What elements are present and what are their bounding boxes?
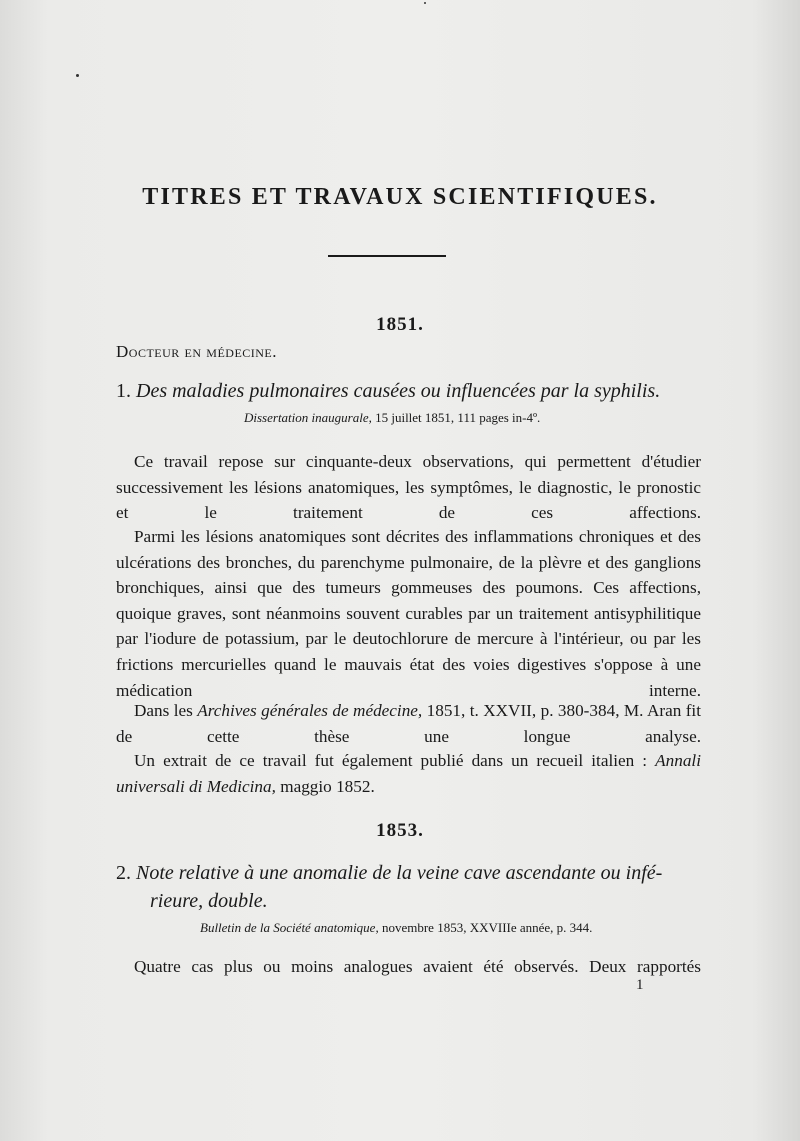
entry-2-body — [116, 954, 701, 980]
entry-number: 2. — [116, 862, 131, 884]
entry-number: 1. — [116, 380, 131, 402]
text-run: 1851, t. XXVII, p. 380-384, M. Aran fit de cette thèse une longue analyse. — [116, 701, 701, 746]
title-rule — [328, 255, 446, 257]
reference-label: Bulletin de la Société anatomique, — [200, 920, 379, 935]
entry-1-body — [116, 748, 701, 799]
paragraph: Ce travail repose sur cinquante-deux observations, qui permettent d'étudier successivement les lésions anatomiques, les symptômes, le diagnostic, le pronostic et le traitement de ces affections. — [116, 452, 701, 523]
entry-1-reference — [244, 410, 540, 426]
speck — [424, 2, 426, 4]
entry-1-body — [116, 449, 701, 526]
text-run: maggio 1852. — [275, 776, 375, 796]
section-year-1851: 1851. — [376, 314, 424, 335]
entry-1-heading — [116, 380, 660, 403]
reference-label: Dissertation inaugurale, — [244, 410, 372, 425]
page-title: TITRES ET TRAVAUX SCIENTIFIQUES. — [142, 184, 658, 210]
entry-title: rieure, double. — [150, 890, 268, 912]
journal-title: Annali universali di Medicina, — [116, 751, 701, 796]
entry-2-reference — [200, 920, 592, 936]
entry-1-body — [116, 524, 701, 703]
speck — [76, 74, 79, 77]
text-run: Un extrait de ce travail fut également publié dans un recueil italien : — [134, 751, 656, 770]
paragraph: Parmi les lésions anatomiques sont décrites des inflammations chroniques et des ulcérations des bronches, du parenchyme pulmonaire, de la plèvre et des ganglions bronchiques, ainsi que des tumeurs gommeuses des poumons. Ces affections, quoique graves, sont néanmoins souvent curables par un traitement antisyphilitique par l'iodure de potassium, par le deutochlorure de mercure à l'intérieur, ou par les frictions mercurielles quand le mauvais état des voies digestives s'oppose à une médication interne. — [116, 527, 701, 700]
degree-heading: Docteur en médecine. — [116, 342, 278, 361]
entry-title: Note relative à une anomalie de la veine cave ascendante ou infé- — [136, 862, 663, 884]
journal-title: Archives générales de médecine, — [197, 701, 423, 720]
entry-2-heading-cont — [150, 890, 268, 913]
page-number: 1 — [636, 977, 644, 993]
paragraph — [116, 698, 701, 749]
entry-2-heading — [116, 862, 662, 885]
reference-detail: novembre 1853, XXVIIIe année, p. 344. — [381, 920, 593, 935]
entry-title: Des maladies pulmonaires causées ou influencées par la syphilis. — [136, 380, 661, 402]
paragraph: Quatre cas plus ou moins analogues avaient été observés. Deux rapportés — [134, 957, 701, 976]
text-run: Dans les — [134, 701, 198, 720]
section-year-1853: 1853. — [376, 820, 424, 841]
entry-1-body — [116, 698, 701, 749]
reference-detail: 15 juillet 1851, 111 pages in-4º. — [375, 410, 541, 425]
paragraph — [116, 748, 701, 799]
